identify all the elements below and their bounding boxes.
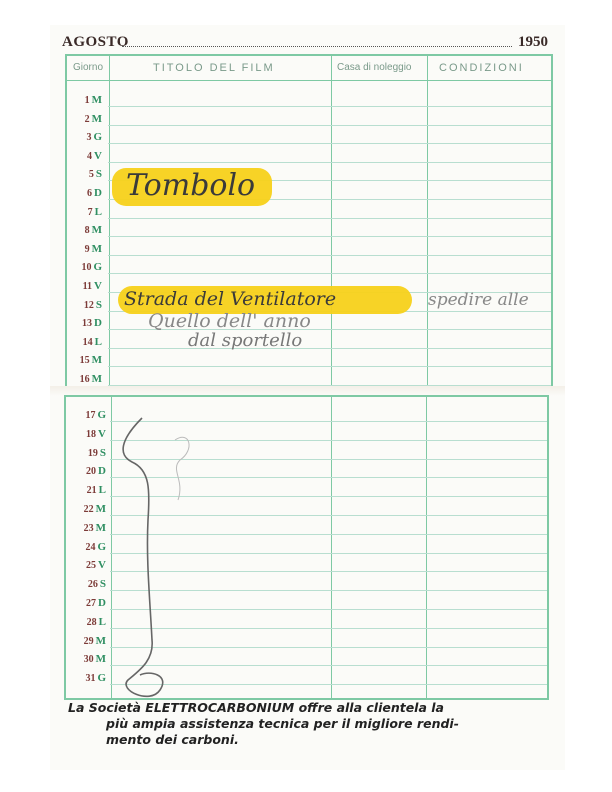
day-number: 23 — [83, 522, 94, 534]
year-title: 1950 — [518, 34, 548, 50]
day-letter: M — [91, 373, 102, 385]
day-number: 7 — [87, 206, 93, 218]
footer-line-2: più ampia assistenza tecnica per il migliore rendi- — [106, 716, 459, 731]
day-letter: V — [98, 427, 106, 440]
footer-line-1: La Società ELETTROCARBONIUM offre alla clientela la — [68, 700, 444, 715]
day-letter: L — [98, 615, 106, 628]
footer-advert — [68, 700, 558, 748]
day-letter: M — [95, 653, 106, 666]
day-number: 1 — [84, 95, 90, 106]
day-letter: G — [93, 131, 102, 144]
day-number: 31 — [85, 673, 96, 685]
column-header-giorno: Giorno — [73, 62, 104, 73]
day-letter: V — [98, 559, 106, 572]
day-number: 26 — [87, 579, 98, 591]
column-header-titolo: TITOLO DEL FILM — [153, 62, 275, 74]
footer-line-3: mento dei carboni. — [106, 732, 239, 747]
day-number: 14 — [82, 336, 93, 348]
day-letter: S — [95, 298, 102, 311]
day-number: 25 — [86, 560, 97, 572]
day-letter: S — [95, 168, 102, 181]
day-letter: M — [95, 521, 106, 534]
day-number: 18 — [86, 428, 97, 440]
handwritten-film-14: dal sportello — [188, 330, 303, 351]
day-letter: V — [94, 149, 102, 162]
day-letter: G — [97, 672, 106, 685]
column-header-condizioni: CONDIZIONI — [439, 62, 524, 74]
day-letter: L — [98, 484, 106, 497]
day-letter: M — [91, 354, 102, 367]
day-letter: S — [99, 578, 106, 591]
day-letter: V — [94, 280, 102, 292]
day-number: 16 — [79, 374, 90, 385]
day-letter: G — [93, 261, 102, 274]
day-letter: G — [97, 540, 106, 553]
day-number: 8 — [84, 225, 90, 237]
day-number: 21 — [86, 485, 97, 497]
day-letter: M — [95, 634, 106, 647]
day-number: 11 — [82, 281, 93, 292]
handwritten-film-6: Tombolo — [126, 168, 256, 203]
day-number: 27 — [86, 598, 97, 609]
day-letter: D — [98, 597, 106, 609]
day-letter: L — [94, 205, 102, 218]
day-letter: M — [91, 112, 102, 125]
column-header-casa: Casa di noleggio — [337, 62, 412, 73]
month-title: AGOSTO — [62, 34, 129, 50]
day-number: 20 — [86, 466, 97, 478]
day-number: 19 — [87, 447, 98, 459]
day-number: 10 — [81, 262, 92, 274]
day-number: 2 — [84, 113, 90, 125]
day-letter: M — [95, 503, 106, 515]
day-number: 12 — [83, 299, 94, 311]
day-letter: M — [91, 242, 102, 255]
day-number: 28 — [86, 616, 97, 628]
day-number: 6 — [87, 188, 93, 199]
scribble-stroke-faint — [175, 437, 189, 500]
day-number: 22 — [83, 504, 94, 515]
day-number: 30 — [83, 654, 94, 666]
day-number: 24 — [85, 541, 96, 553]
day-letter: M — [91, 94, 102, 106]
day-letter: S — [99, 446, 106, 459]
day-number: 5 — [88, 169, 94, 181]
day-number: 29 — [83, 635, 94, 647]
day-number: 4 — [87, 150, 93, 162]
day-number: 3 — [86, 132, 92, 144]
day-number: 17 — [85, 410, 96, 421]
day-number: 15 — [79, 355, 90, 367]
day-number: 9 — [84, 243, 90, 255]
day-letter: M — [91, 224, 102, 237]
handwritten-note-12: spedire alle — [428, 290, 529, 310]
day-number: 13 — [82, 318, 93, 330]
day-letter: D — [94, 317, 102, 330]
day-letter: L — [94, 335, 102, 348]
scribble-stroke — [123, 418, 163, 696]
day-letter: D — [98, 465, 106, 478]
day-letter: G — [97, 409, 106, 421]
day-letter: D — [94, 187, 102, 199]
handwritten-film-13: Quello dell' anno — [148, 310, 311, 332]
handwritten-film-12: Strada del Ventilatore — [124, 288, 337, 310]
